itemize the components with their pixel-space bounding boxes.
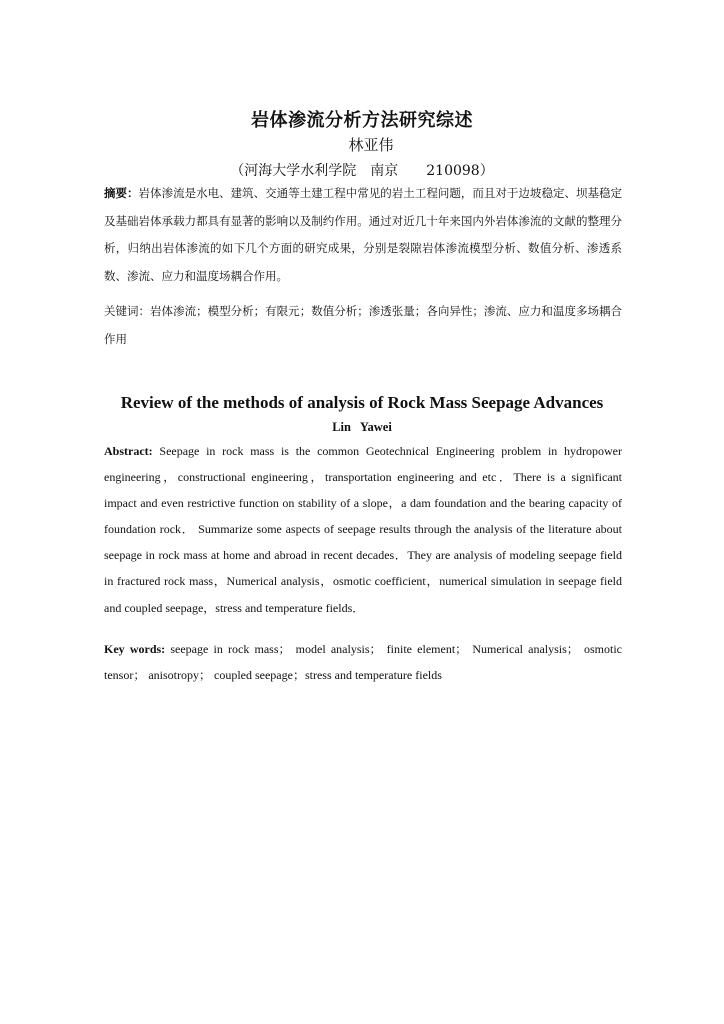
chinese-title: 岩体渗流分析方法研究综述 xyxy=(251,110,473,131)
chinese-abstract xyxy=(104,180,622,290)
english-keywords-label: Key words: xyxy=(104,642,166,656)
chinese-abstract-label: 摘要： xyxy=(104,186,139,200)
english-keywords xyxy=(104,636,622,688)
chinese-keywords xyxy=(104,298,622,353)
english-keywords-text: seepage in rock mass； model analysis； finite element； Numerical analysis； osmotic tensor； anisotropy； coupled seepage；stress and temperature fields xyxy=(104,642,622,683)
chinese-keywords-label: 关键词： xyxy=(104,304,151,318)
english-title: Review of the methods of analysis of Rock Mass Seepage Advances xyxy=(120,393,604,412)
english-abstract xyxy=(104,438,622,621)
english-author: Lin Yawei xyxy=(332,420,392,434)
chinese-abstract-text: 岩体渗流是水电、建筑、交通等土建工程中常见的岩土工程问题，而且对于边坡稳定、坝基稳定及基础岩体承载力都具有显著的影响以及制约作用。通过对近几十年来国内外岩体渗流的文献的整理分析，归纳出岩体渗流的如下几个方面的研究成果，分别是裂隙岩体渗流模型分析、数值分析、渗透系数、渗流、应力和温度场耦合作用。 xyxy=(104,186,623,283)
english-abstract-label: Abstract: xyxy=(104,444,153,458)
chinese-affiliation: （河海大学水利学院 南京 210098） xyxy=(230,163,494,179)
chinese-keywords-text: 岩体渗流；模型分析；有限元；数值分析；渗透张量；各向异性；渗流、应力和温度多场耦合作用 xyxy=(104,304,622,346)
chinese-author: 林亚伟 xyxy=(348,136,394,154)
english-abstract-text: Seepage in rock mass is the common Geotechnical Engineering problem in hydropower engineering，constructional engineering，transportation engineering and etc．There is a significant impact and even restrictive function on stability of a slope，a dam foundation and the bearing capacity of foundation rock． Summarize some aspects of seepage results through the analysis of the literature about seepage in rock mass at home and abroad in recent decades．They are analysis of modeling seepage field in fractured rock mass，Numerical analysis，osmotic coefficient，numerical simulation in seepage field and coupled seepage，stress and temperature fields． xyxy=(104,444,622,615)
